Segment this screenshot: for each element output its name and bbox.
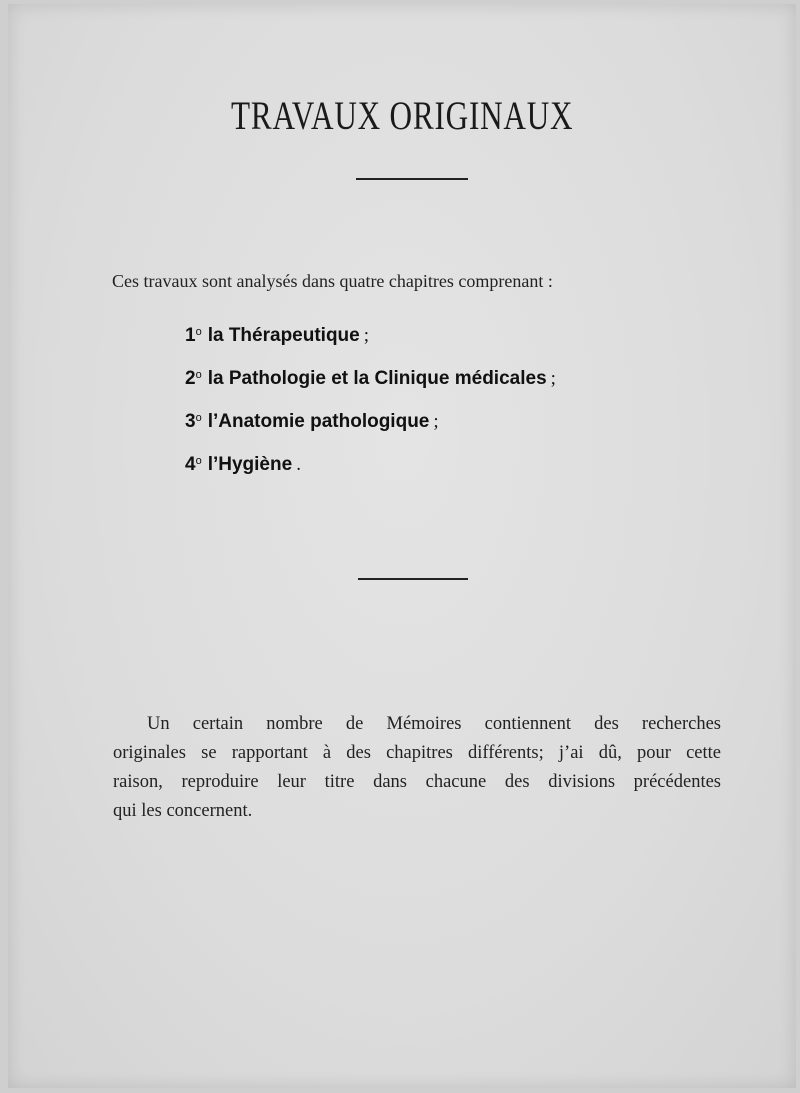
chapter-title: la Thérapeutique — [207, 325, 360, 346]
intro-text: Ces travaux sont analysés dans quatre chapitres comprenant : — [112, 271, 553, 291]
paragraph-line: qui les concernent. — [113, 801, 253, 821]
ordinal-mark: o — [195, 369, 202, 381]
chapter-punctuation: ; — [433, 411, 439, 432]
chapter-list — [185, 318, 556, 490]
paragraph-line: raison, reproduire leur titre dans chacune des divisions précédentes — [113, 772, 721, 792]
ordinal-mark: o — [195, 455, 202, 467]
chapter-item — [185, 318, 556, 361]
page-title: TRAVAUX ORIGINAUX — [231, 93, 574, 138]
chapter-item — [185, 404, 556, 447]
chapter-punctuation: ; — [363, 325, 370, 346]
chapter-number: 3 — [185, 411, 196, 432]
title-divider-rule — [356, 178, 468, 180]
scanned-page — [8, 4, 796, 1088]
chapter-number: 4 — [185, 454, 196, 475]
chapter-item — [185, 447, 556, 490]
chapter-title: l’Anatomie pathologique — [207, 411, 430, 432]
ordinal-mark: o — [195, 412, 202, 424]
chapter-title: l’Hygiène — [207, 454, 293, 475]
paragraph-line: Un certain nombre de Mémoires contiennent des recherches — [147, 714, 721, 734]
body-paragraph — [113, 710, 721, 826]
section-divider-rule — [358, 578, 468, 580]
chapter-number: 1 — [185, 325, 196, 346]
chapter-punctuation: ; — [550, 368, 556, 389]
chapter-number: 2 — [185, 368, 196, 389]
paragraph-line: originales se rapportant à des chapitres différents; j’ai dû, pour cette — [113, 743, 721, 763]
chapter-title: la Pathologie et la Clinique médicales — [207, 368, 547, 389]
ordinal-mark: o — [195, 326, 202, 338]
chapter-item — [185, 361, 556, 404]
chapter-punctuation: . — [296, 454, 301, 475]
